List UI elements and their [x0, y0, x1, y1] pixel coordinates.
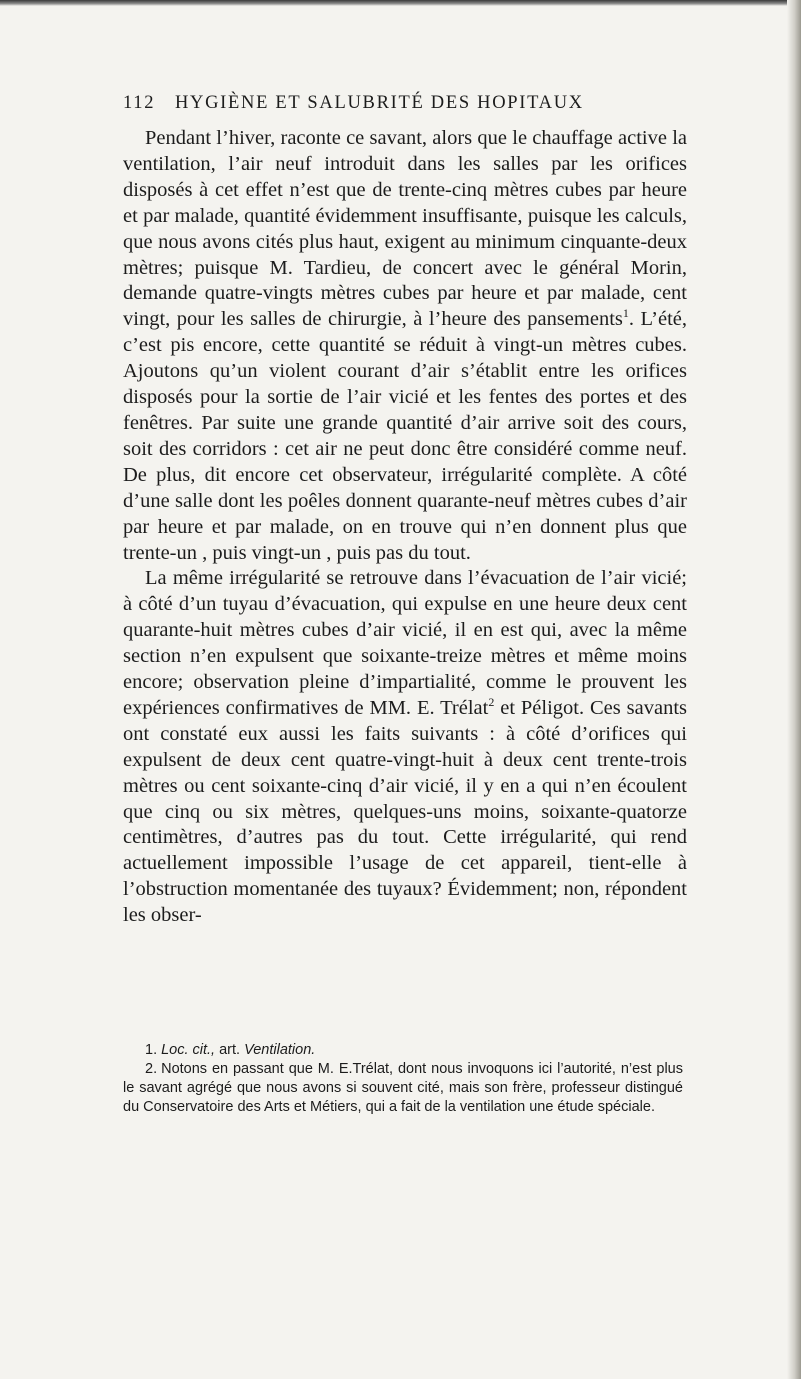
footnote-1-mid: art. — [215, 1042, 245, 1058]
footnotes — [123, 1041, 683, 1117]
page-binding-edge — [787, 0, 801, 1379]
footnote-ref-1: 1 — [622, 306, 629, 321]
paragraph-2 — [123, 566, 687, 929]
paragraph-2-part-b: et Péligot. Ces savants ont constaté eux aussi les faits suivants : à côté d’orifices qui expulsent de deux cent quatre-vingt-huit à deux cent trente-trois mètres ou cent soixante-cinq d’air vicié, il y en a qui n’en écoulent que cinq ou six mètres, quelques-uns moins, soixante-quatorze centimètres, d’autres pas du tout. Cette irrégularité, qui rend actuellement impossible l’usage de cet appareil, tient-elle à l’obstruction momentanée des tuyaux? Évidemment; non, répondent les obser- — [123, 696, 687, 927]
page-number: 112 — [123, 93, 156, 113]
footnote-2-number: 2. — [145, 1061, 158, 1077]
page-header — [123, 93, 683, 123]
paragraph-2-part-a: La même irrégularité se retrouve dans l’évacuation de l’air vicié; à côté d’un tuyau d’évacuation, qui expulse en une heure deux cent quarante-huit mètres cubes d’air vicié, il en est qui, avec la même section n’en expulsent que soixante-treize mètres et même moins encore; observation pleine d’impartialité, comme le prouvent les expériences confirmatives de MM. E. Trélat — [123, 567, 687, 719]
footnote-2 — [123, 1060, 683, 1117]
footnote-1-citation: Loc. cit., — [161, 1042, 216, 1058]
page-top-edge — [0, 0, 801, 6]
paragraph-1-part-b: . L’été, c’est pis encore, cette quantité se réduit à vingt-un mètres cubes. Ajoutons qu’un violent courant d’air s’établit entre les orifices disposés pour la sortie de l’air vicié et les fentes des portes et des fenêtres. Par suite une grande quantité d’air arrive soit des cours, soit des corridors : cet air ne peut donc être considéré comme neuf. De plus, dit encore cet observateur, irrégularité complète. A côté d’une salle dont les poêles donnent quarante-neuf mètres cubes d’air par heure et par malade, on en trouve qui n’en donnent plus que trente-un , puis vingt-un , puis pas du tout. — [123, 308, 687, 564]
footnote-ref-2: 2 — [488, 695, 495, 710]
paragraph-1-part-a: Pendant l’hiver, raconte ce savant, alors que le chauffage active la ventilation, l’air neuf introduit dans les salles par les orifices disposés à cet effet n’est que de trente-cinq mètres cubes par heure et par malade, quantité évidemment insuffisante, puisque les calculs, que nous avons cités plus haut, exigent au minimum cinquante-deux mètres; puisque M. Tardieu, de concert avec le général Morin, demande quatre-vingts mètres cubes par heure et par malade, cent vingt, pour les salles de chirurgie, à l’heure des pansements — [123, 127, 687, 331]
body-text — [123, 126, 687, 929]
running-head: HYGIÈNE ET SALUBRITÉ DES HOPITAUX — [175, 93, 584, 113]
footnote-1-number: 1. — [145, 1042, 158, 1058]
footnote-1-title: Ventilation. — [244, 1042, 316, 1058]
footnote-2-text: Notons en passant que M. E.Trélat, dont nous invoquons ici l’autorité, n’est plus le savant agrégé que nous avons si souvent cité, mais son frère, professeur distingué du Conservatoire des Arts et Métiers, qui a fait de la ventilation une étude spéciale. — [123, 1061, 683, 1115]
paragraph-1 — [123, 126, 687, 566]
footnote-1 — [123, 1041, 683, 1060]
